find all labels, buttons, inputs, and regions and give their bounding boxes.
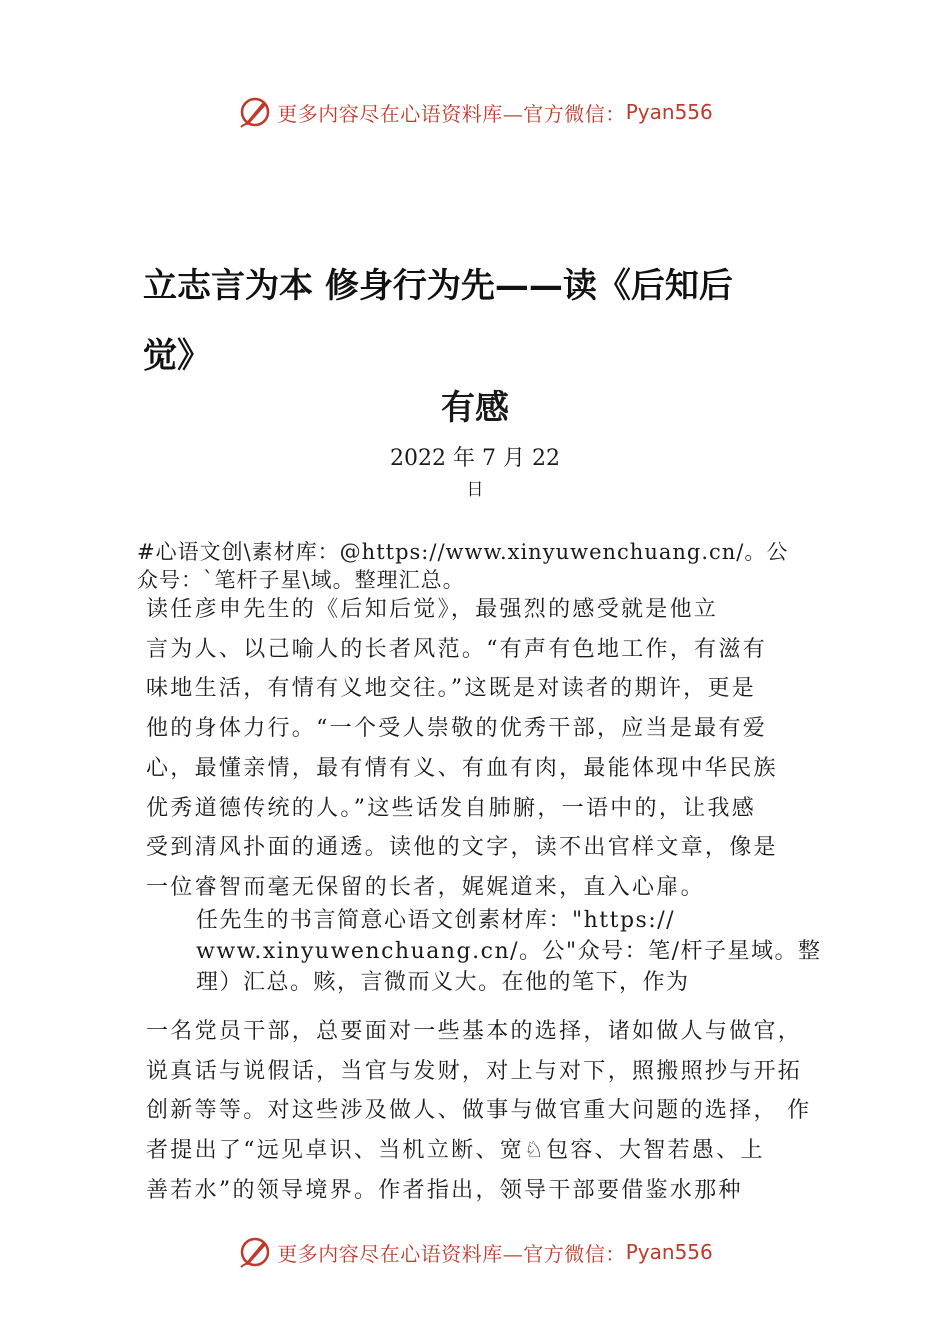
paragraph-1 xyxy=(146,590,816,908)
footer-banner xyxy=(0,1232,950,1272)
source-note-line-1: #心语文创\素材库：@https://www.xinyuwenchuang.cn/。公 xyxy=(137,540,789,564)
text-line: 善若水”的领导境界。作者指出，领导干部要借鉴水那种 xyxy=(146,1177,743,1203)
text-line: 味地生活，有情有义地交往。”这既是对读者的期许，更是 xyxy=(146,676,757,702)
document-title-line-3: 有感 xyxy=(441,388,509,428)
paragraph-2 xyxy=(196,905,822,998)
document-title-line-1: 立志言为本 修身行为先——读《后知后 xyxy=(143,266,733,306)
text-line: 理）汇总。赅，言微而义大。在他的笔下，作为 xyxy=(196,970,690,995)
text-line: 心，最懂亲情，最有情有义、有血有肉，最能体现中华民族 xyxy=(146,755,778,781)
paragraph-3 xyxy=(146,1012,816,1211)
document-title-line-2: 觉》 xyxy=(143,336,211,376)
quill-logo-icon xyxy=(237,1234,273,1270)
text-line: 说真话与说假话，当官与发财，对上与对下，照搬照抄与开拓 xyxy=(146,1058,803,1084)
header-banner xyxy=(0,92,950,132)
text-line: 任先生的书言简意心语文创素材库："https:// xyxy=(196,908,676,933)
text-line: 者提出了“远见卓识、当机立断、宽♘包容、大智若愚、上 xyxy=(146,1138,765,1164)
banner-wechat-id: Pyan556 xyxy=(625,1240,713,1264)
banner-text: 更多内容尽在心语资料库—官方微信： xyxy=(277,1241,626,1266)
document-date: 2022 年 7 月 22 xyxy=(390,446,560,471)
text-line: www.xinyuwenchuang.cn/。公"众号：笔/杆子星域。整 xyxy=(196,939,822,964)
text-line: 读任彦申先生的《后知后觉》，最强烈的感受就是他立 xyxy=(146,597,719,622)
text-line: 言为人、以己喻人的长者风范。“有声有色地工作，有滋有 xyxy=(146,636,768,662)
text-line: 一名党员干部，总要面对一些基本的选择，诸如做人与做官， xyxy=(146,1019,803,1044)
text-line: 受到清风扑面的通透。读他的文字，读不出官样文章，像是 xyxy=(146,835,778,861)
text-line: 优秀道德传统的人。”这些话发自肺腑，一语中的，让我感 xyxy=(146,795,757,821)
quill-logo-icon xyxy=(237,94,273,130)
source-note-line-2: 众号：`笔杆子星\域。整理汇总。 xyxy=(137,568,465,592)
text-line: 创新等等。对这些涉及做人、做事与做官重大问题的选择， 作 xyxy=(146,1098,812,1124)
text-line: 一位睿智而毫无保留的长者，娓娓道来，直入心扉。 xyxy=(146,874,705,900)
banner-text: 更多内容尽在心语资料库—官方微信： xyxy=(277,101,626,126)
banner-wechat-id: Pyan556 xyxy=(625,100,713,124)
text-line: 他的身体力行。“一个受人崇敬的优秀干部，应当是最有爱 xyxy=(146,716,768,742)
document-date-day: 日 xyxy=(466,480,484,500)
